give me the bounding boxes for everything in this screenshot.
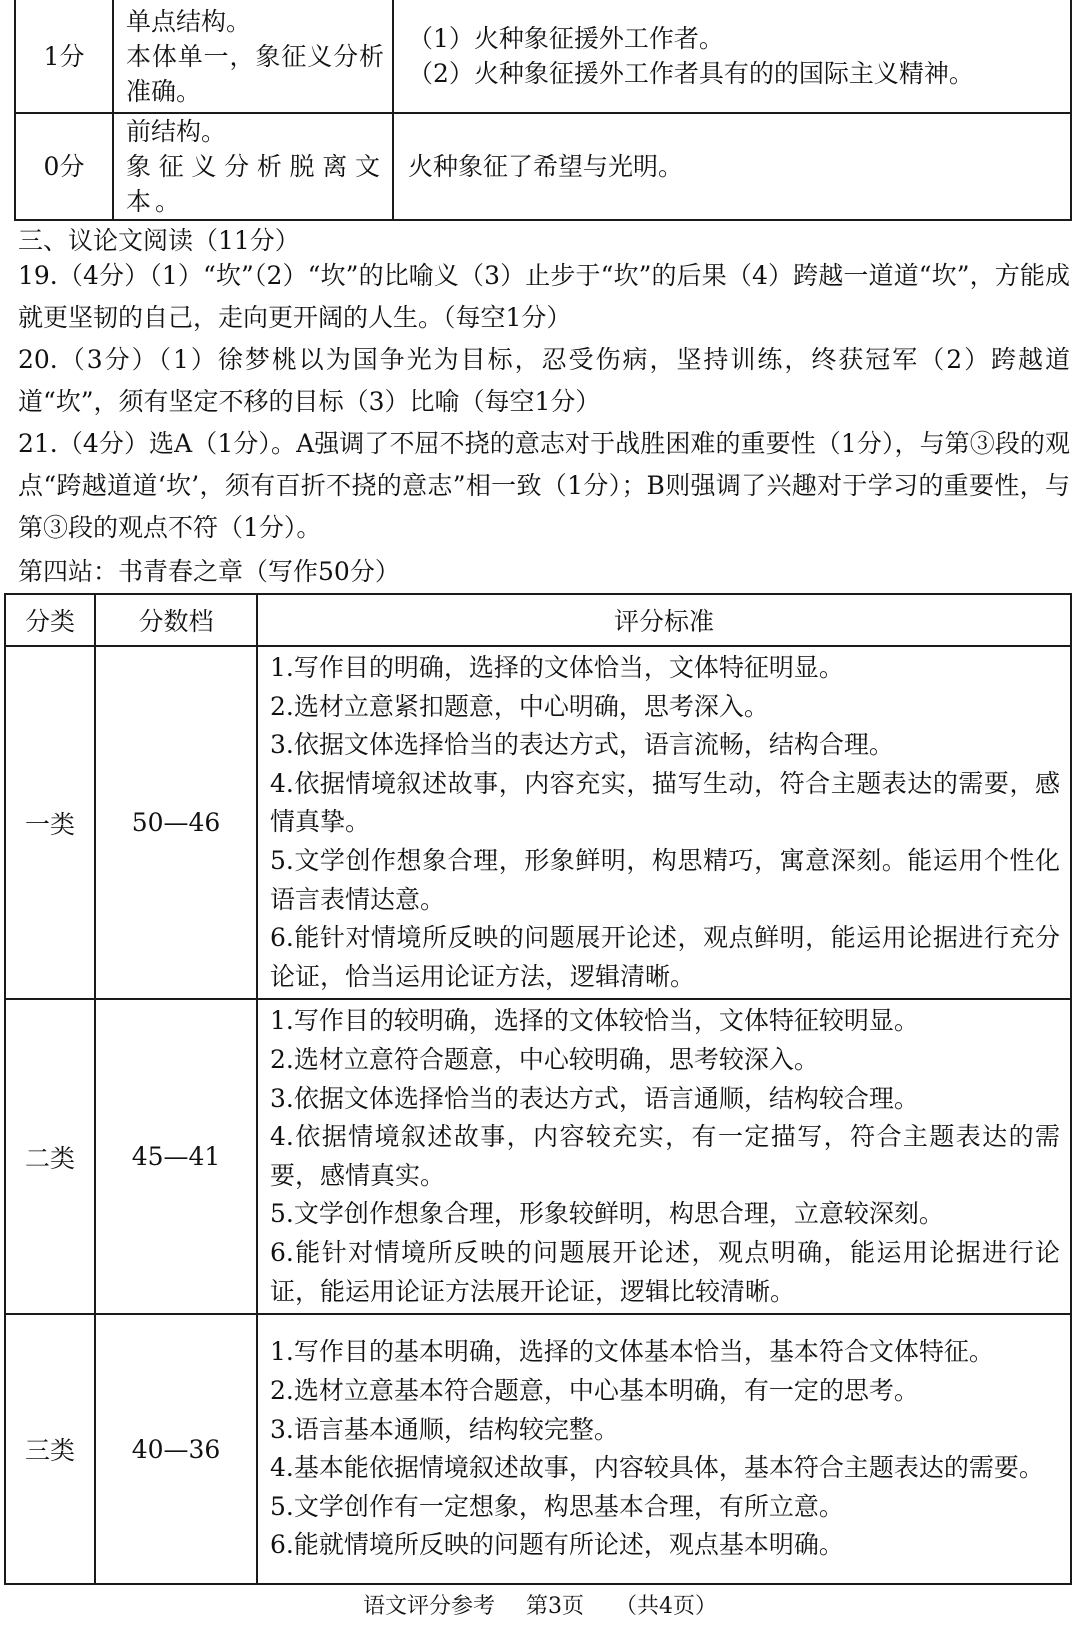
criterion: 3.依据文体选择恰当的表达方式，语言通顺，结构较合理。 (270, 1083, 919, 1113)
criteria-cell (257, 1314, 1071, 1584)
answer-20: 20.（3分）（1）徐梦桃以为国争光为目标，忍受伤病，坚持训练，终获冠军（2）跨越道道“坎”，须有坚定不移的目标（3）比喻（每空1分） (18, 345, 1070, 416)
criterion: 1.写作目的较明确，选择的文体较恰当，文体特征较明显。 (270, 1006, 919, 1036)
criterion: 4.依据情境叙述故事，内容较充实，有一定描写，符合主题表达的需要，感情真实。 (270, 1122, 1060, 1190)
example-cell: （1）火种象征援外工作者。 （2）火种象征援外工作者具有的的国际主义精神。 (393, 0, 1071, 113)
criterion: 2.选材立意基本符合题意，中心基本明确，有一定的思考。 (270, 1375, 919, 1405)
example-cell: 火种象征了希望与光明。 (393, 113, 1071, 220)
column-header: 分数档 (95, 594, 257, 646)
score-cell: 1分 (15, 0, 113, 113)
criterion: 6.能针对情境所反映的问题展开论述，观点鲜明，能运用论据进行充分论证，恰当运用论证方法，逻辑清晰。 (270, 923, 1060, 991)
range-cell: 40—36 (95, 1314, 257, 1584)
column-header: 评分标准 (257, 594, 1071, 646)
criteria-cell (257, 999, 1071, 1314)
category-cell: 二类 (5, 999, 95, 1314)
table-header-row (5, 594, 1071, 646)
section-heading: 三、议论文阅读（11分） (18, 226, 300, 255)
table-row (5, 646, 1071, 999)
criterion: 4.依据情境叙述故事，内容充实，描写生动，符合主题表达的需要，感情真挚。 (270, 768, 1060, 837)
structure-cell: 单点结构。 本体单一，象征义分析准确。 (113, 0, 393, 113)
criterion: 3.依据文体选择恰当的表达方式，语言流畅，结构合理。 (270, 730, 894, 760)
page-footer (0, 1592, 1080, 1622)
criterion: 5.文学创作想象合理，形象较鲜明，构思合理，立意较深刻。 (270, 1199, 944, 1229)
criterion: 6.能就情境所反映的问题有所论述，观点基本明确。 (270, 1530, 844, 1560)
table-row (5, 999, 1071, 1314)
criterion: 2.选材立意符合题意，中心较明确，思考较深入。 (270, 1044, 819, 1074)
score-cell: 0分 (15, 113, 113, 220)
criterion: 6.能针对情境所反映的问题展开论述，观点明确，能运用论据进行论证，能运用论证方法展开论证，逻辑比较清晰。 (270, 1237, 1060, 1306)
section-heading: 第四站：书青春之章（写作50分） (18, 557, 400, 586)
criterion: 1.写作目的基本明确，选择的文体基本恰当，基本符合文体特征。 (270, 1337, 994, 1367)
criteria-cell (257, 646, 1071, 999)
category-cell: 三类 (5, 1314, 95, 1584)
table-row (5, 1314, 1071, 1584)
column-header: 分类 (5, 594, 95, 646)
footer-title: 语文评分参考 (362, 1594, 495, 1619)
footer-page-total: （共4页） (615, 1594, 717, 1619)
table-row (15, 0, 1071, 113)
range-cell: 45—41 (95, 999, 257, 1314)
criterion: 5.文学创作想象合理，形象鲜明，构思精巧，寓意深刻。能运用个性化语言表情达意。 (270, 845, 1060, 914)
writing-score-table (4, 593, 1072, 1585)
answer-21: 21.（4分）选A（1分）。A强调了不屈不挠的意志对于战胜困难的重要性（1分），与第③段的观点“跨越道道‘坎’，须有百折不挠的意志”相一致（1分）；B则强调了兴趣对于学习的重要性，与第③段的观点不符（1分）。 (18, 429, 1070, 542)
answer-19: 19.（4分）（1）“坎”（2）“坎”的比喻义（3）止步于“坎”的后果（4）跨越一道道“坎”，方能成就更坚韧的自己，走向更开阔的人生。（每空1分） (18, 261, 1070, 332)
answer-list (18, 255, 1070, 549)
rubric-continuation-table (14, 0, 1072, 221)
criterion: 2.选材立意紧扣题意，中心明确，思考深入。 (270, 691, 769, 721)
footer-page-number: 第3页 (526, 1594, 584, 1619)
criterion: 5.文学创作有一定想象，构思基本合理，有所立意。 (270, 1491, 844, 1521)
criterion: 1.写作目的明确，选择的文体恰当，文体特征明显。 (270, 653, 844, 682)
table-row (15, 113, 1071, 220)
criterion: 4.基本能依据情境叙述故事，内容较具体，基本符合主题表达的需要。 (270, 1453, 1044, 1483)
range-cell: 50—46 (95, 646, 257, 999)
criterion: 3.语言基本通顺，结构较完整。 (270, 1414, 619, 1444)
structure-cell: 前结构。 象征义分析脱离文本。 (113, 113, 393, 220)
category-cell: 一类 (5, 646, 95, 999)
